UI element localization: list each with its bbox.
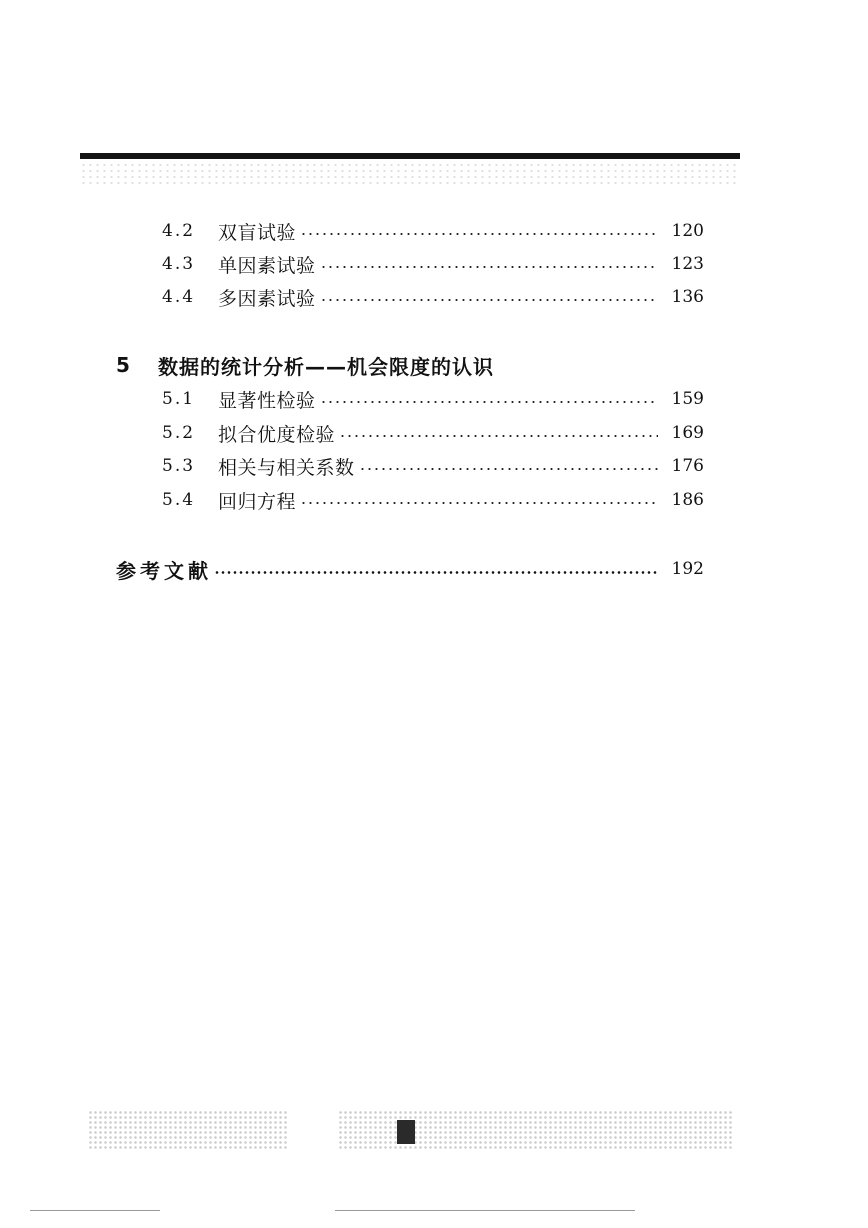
dot-leader [300, 233, 658, 235]
page-number: 120 [671, 221, 704, 241]
toc-entry-5-2[interactable] [162, 419, 704, 447]
footer-page-mark [397, 1120, 415, 1144]
page-number: 159 [671, 389, 704, 409]
toc-entry-4-3[interactable] [162, 250, 704, 278]
section-title: 显著性检验 [218, 389, 316, 412]
dot-leader [320, 299, 658, 301]
page-number: 176 [671, 456, 704, 476]
chapter-number: 5 [116, 353, 130, 377]
toc-entry-4-4[interactable] [162, 283, 704, 311]
section-number: 5.4 [162, 490, 196, 510]
chapter-heading-5[interactable] [116, 350, 494, 380]
dot-leader [359, 468, 658, 470]
toc-entry-4-2[interactable] [162, 217, 704, 245]
toc-entry-references[interactable] [116, 554, 704, 584]
section-number: 4.4 [162, 287, 196, 307]
page-number: 123 [671, 254, 704, 274]
section-title: 多因素试验 [218, 287, 316, 310]
toc-entry-5-1[interactable] [162, 385, 704, 413]
section-number: 4.2 [162, 221, 196, 241]
dot-leader [320, 401, 658, 403]
section-title: 双盲试验 [218, 221, 297, 244]
section-number: 5.1 [162, 389, 196, 409]
section-number: 5.3 [162, 456, 196, 476]
dot-leader [320, 266, 658, 268]
page-top-rule [80, 153, 740, 159]
dot-leader [300, 502, 658, 504]
scan-noise-bottom-left [88, 1110, 288, 1150]
dot-leader [214, 571, 658, 574]
page-number: 169 [671, 423, 704, 443]
toc-entry-5-3[interactable] [162, 452, 704, 480]
page-number: 186 [671, 490, 704, 510]
bottom-edge-line-right [335, 1210, 635, 1211]
section-number: 5.2 [162, 423, 196, 443]
chapter-title: 数据的统计分析——机会限度的认识 [158, 354, 494, 379]
section-title: 回归方程 [218, 490, 297, 513]
page-number: 136 [671, 287, 704, 307]
scan-noise-top [80, 162, 740, 188]
section-number: 4.3 [162, 254, 196, 274]
references-title: 参考文献 [116, 558, 212, 583]
dot-leader [339, 435, 658, 437]
page-number: 192 [671, 559, 704, 579]
section-title: 相关与相关系数 [218, 456, 355, 479]
bottom-edge-line-left [30, 1210, 160, 1211]
section-title: 单因素试验 [218, 254, 316, 277]
toc-entry-5-4[interactable] [162, 486, 704, 514]
section-title: 拟合优度检验 [218, 423, 336, 446]
